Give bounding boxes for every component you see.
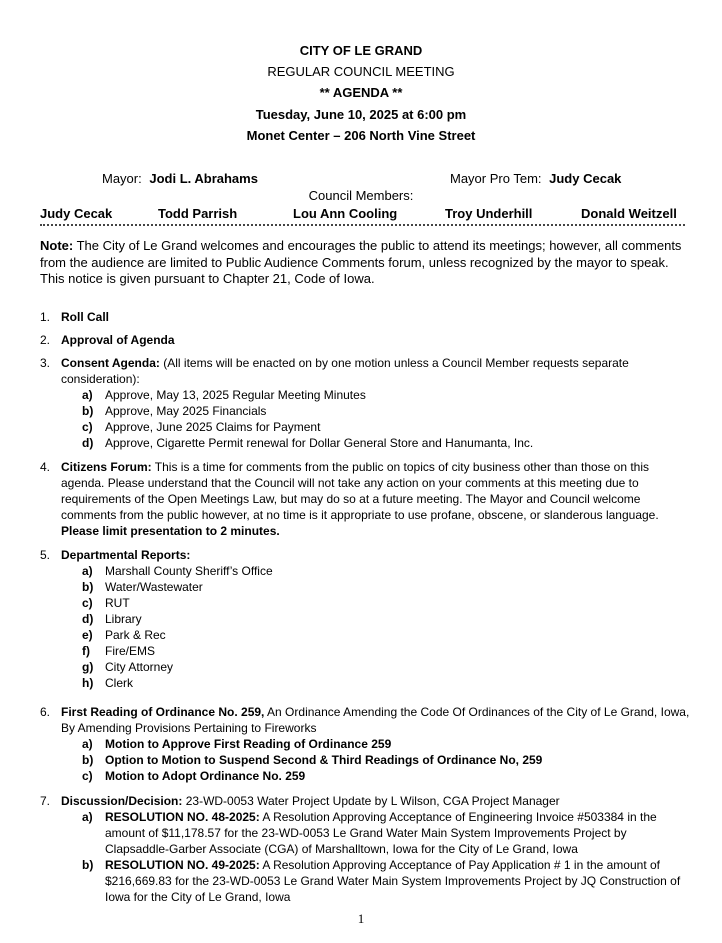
sub-item [61,736,691,752]
sub-item [61,435,691,451]
council-member: Judy Cecak [40,206,113,221]
sub-item-letter: g) [82,660,94,674]
sub-item-letter: b) [82,753,94,767]
sub-item-text: A Resolution Approving Acceptance of Pay Application # 1 in the amount of $216,669.83 for the 23-WD-0053 Le Grand Water Main System Improvements Project by JQ Construction of Iowa for the City of Le Grand, Iowa [105,858,681,904]
sub-item-text: Library [105,612,142,626]
city-title: CITY OF LE GRAND [299,43,423,58]
sub-item-text: Approve, Cigarette Permit renewal for Dollar General Store and Hanumanta, Inc. [105,436,534,450]
mayor-pro-tem-line [450,171,621,186]
sub-item [61,403,691,419]
sub-item-letter: d) [82,612,94,626]
sub-item-text: Park & Rec [105,628,166,642]
sub-item-letter: b) [82,404,94,418]
sub-item-text: Approve, May 13, 2025 Regular Meeting Minutes [105,388,366,402]
item-number: 7. [40,794,51,808]
sub-item-text: Water/Wastewater [105,580,203,594]
sub-item-text: Clerk [105,676,134,690]
sub-item [61,752,691,768]
item-number: 4. [40,460,51,474]
sub-item-letter: a) [82,737,93,751]
sub-item-text: Approve, June 2025 Claims for Payment [105,420,321,434]
page-number: 1 [357,911,365,926]
sub-item-letter: e) [82,628,93,642]
note-text: The City of Le Grand welcomes and encourages the public to attend its meetings; however, all comments from the audience are limited to Public Audience Comments forum, unless recognized by the mayor to speak. This notice is given pursuant to Chapter 21, Code of Iowa. [40,238,682,286]
sub-item-text: RUT [105,596,130,610]
sub-item [61,611,691,627]
sub-item [61,419,691,435]
item-title: Roll Call [61,310,110,324]
sub-item-letter: c) [82,420,93,434]
item-number: 1. [40,310,51,324]
item-number: 5. [40,548,51,562]
sub-item-text: Fire/EMS [105,644,156,658]
agenda-title: ** AGENDA ** [319,85,403,100]
council-member: Lou Ann Cooling [293,206,398,221]
item-title: Discussion/Decision: [61,794,183,808]
item-text: (All items will be enacted on by one motion unless a Council Member requests separate consideration): [61,356,629,386]
item-text: 23-WD-0053 Water Project Update by L Wilson, CGA Project Manager [185,794,560,808]
sub-item-letter: c) [82,769,93,783]
item-title: Approval of Agenda [61,333,175,347]
council-member: Todd Parrish [158,206,238,221]
item-title: Departmental Reports: [61,548,191,562]
sub-item-letter: a) [82,810,93,824]
mayor-label: Mayor: [102,171,142,186]
sub-item-letter: d) [82,436,94,450]
sub-item [61,627,691,643]
sub-item-letter: b) [82,858,94,872]
item-number: 6. [40,705,51,719]
item-title: Consent Agenda: [61,356,160,370]
note-label: Note: [40,238,74,253]
item-title: Citizens Forum: [61,460,152,474]
sub-item-text: A Resolution Approving Acceptance of Engineering Invoice #503384 in the amount of $11,178.57 for the 23-WD-0053 Le Grand Water Main System Improvements Project by Clapsaddle-Garber Associate (CGA) of Marshalltown, Iowa for the City of Le Grand, Iowa [105,810,657,856]
sub-item-text: Motion to Approve First Reading of Ordinance 259 [105,737,392,751]
sub-item-text: Option to Motion to Suspend Second & Third Readings of Ordinance No, 259 [105,753,543,767]
mayor-name: Jodi L. Abrahams [149,171,258,186]
sub-item [61,768,691,784]
sub-item [61,643,691,659]
council-member: Donald Weitzell [581,206,677,221]
sub-item [61,659,691,675]
sub-item-letter: f) [82,644,90,658]
sub-item [61,857,691,905]
item-text: This is a time for comments from the public on topics of city business other than those on this agenda. Please understand that the Council will not take any action on your comments at this meeting due to requirements of the Open Meetings Law, but may do so at a future meeting. The Mayor and Council welcome comments from the public however, at no time is it appropriate to use profane, obscene, or slanderous language. [61,460,659,522]
sub-item-letter: a) [82,388,93,402]
sub-item [61,809,691,857]
sub-item [61,595,691,611]
mayor-pro-tem-label: Mayor Pro Tem: [450,171,542,186]
mayor-line [102,171,258,186]
sub-item [61,387,691,403]
sub-item-text: RESOLUTION NO. 49-2025: [105,858,260,872]
sub-item-letter: h) [82,676,94,690]
sub-item-letter: c) [82,596,93,610]
sub-item-letter: b) [82,580,94,594]
meeting-location: Monet Center – 206 North Vine Street [246,128,476,143]
sub-item [61,563,691,579]
sub-item-text: City Attorney [105,660,174,674]
item-text: An Ordinance Amending the Code Of Ordinances of the City of Le Grand, Iowa, By Amending Provisions Pertaining to Fireworks [61,705,690,735]
council-member: Troy Underhill [445,206,533,221]
mayor-pro-tem-name: Judy Cecak [549,171,622,186]
sub-item-text: RESOLUTION NO. 48-2025: [105,810,260,824]
item-title: First Reading of Ordinance No. 259, [61,705,265,719]
sub-item [61,675,691,691]
meeting-date: Tuesday, June 10, 2025 at 6:00 pm [255,107,467,122]
meeting-title: REGULAR COUNCIL MEETING [267,64,455,79]
council-members-label: Council Members: [308,188,414,203]
sub-item-text: Motion to Adopt Ordinance No. 259 [105,769,306,783]
public-notice [40,238,690,288]
item-emphasis: Please limit presentation to 2 minutes. [61,524,280,538]
divider [40,224,685,226]
sub-item-letter: a) [82,564,93,578]
sub-item-text: Marshall County Sheriff’s Office [105,564,273,578]
sub-item [61,579,691,595]
item-number: 2. [40,333,51,347]
sub-item-text: Approve, May 2025 Financials [105,404,267,418]
item-number: 3. [40,356,51,370]
